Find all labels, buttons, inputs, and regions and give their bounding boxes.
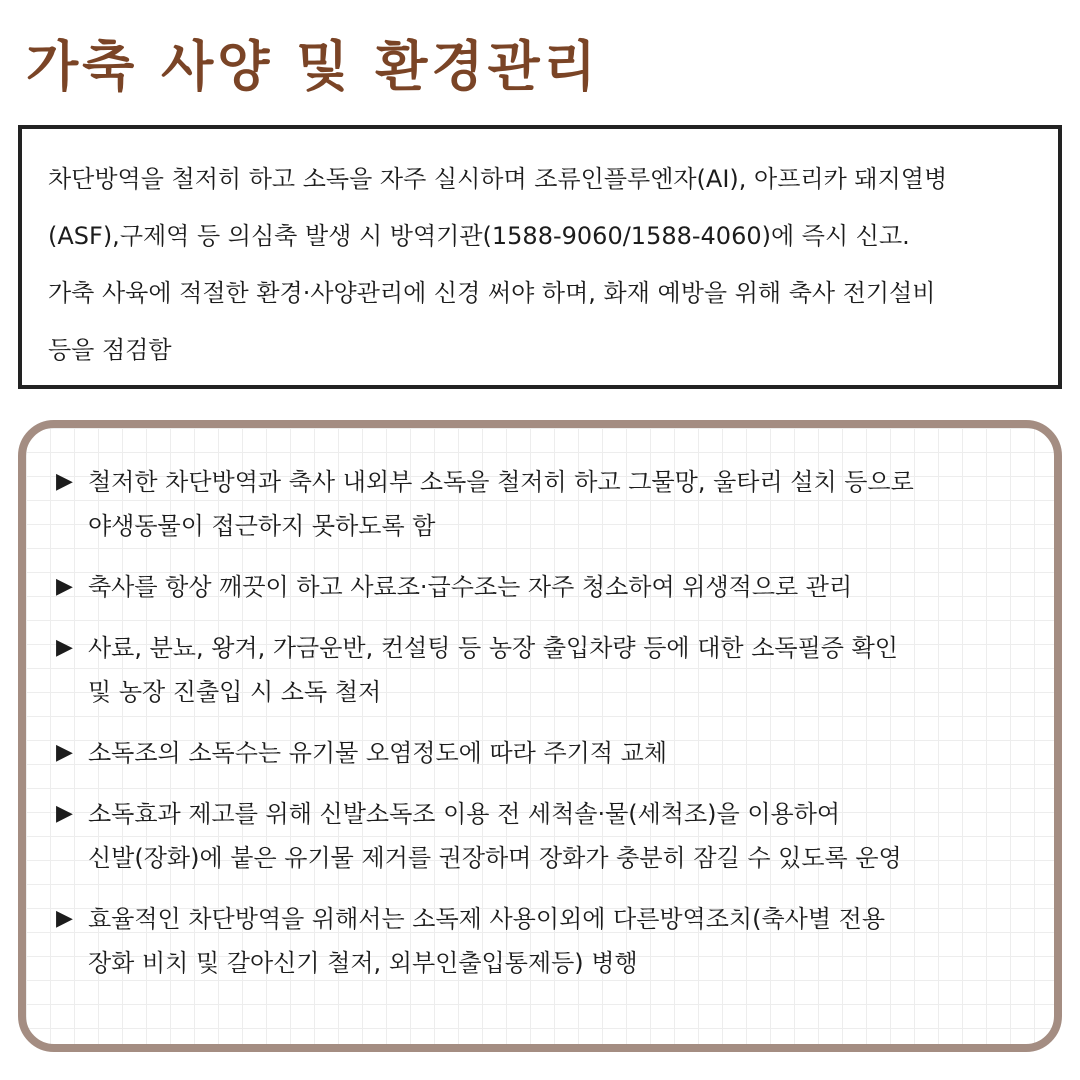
page-title: 가축 사양 및 환경관리 bbox=[26, 35, 600, 98]
guide-item-text bbox=[88, 792, 902, 880]
guide-box bbox=[18, 420, 1062, 1052]
guide-item-line: 축사를 항상 깨끗이 하고 사료조·급수조는 자주 청소하여 위생적으로 관리 bbox=[88, 573, 853, 601]
guide-item bbox=[56, 897, 1034, 985]
play-triangle-icon: ▶ bbox=[56, 469, 73, 494]
guide-item bbox=[56, 792, 1034, 880]
guide-item-line: 사료, 분뇨, 왕겨, 가금운반, 컨설팅 등 농장 출입차량 등에 대한 소독필증 확인 bbox=[88, 634, 898, 662]
guide-item-line: 신발(장화)에 붙은 유기물 제거를 권장하며 장화가 충분히 잠길 수 있도록 운영 bbox=[88, 844, 902, 872]
guide-item-line: 효율적인 차단방역을 위해서는 소독제 사용이외에 다른방역조치(축사별 전용 bbox=[88, 905, 886, 933]
guide-item-line: 장화 비치 및 갈아신기 철저, 외부인출입통제등) 병행 bbox=[88, 949, 638, 977]
notice-line: 가축 사육에 적절한 환경·사양관리에 신경 써야 하며, 화재 예방을 위해 축사 전기설비 bbox=[48, 279, 936, 307]
guide-item bbox=[56, 731, 1034, 775]
play-triangle-icon: ▶ bbox=[56, 740, 73, 765]
guide-item-line: 소독효과 제고를 위해 신발소독조 이용 전 세척솔·물(세척조)을 이용하여 bbox=[88, 800, 841, 828]
guide-item bbox=[56, 460, 1034, 548]
guide-item-text bbox=[88, 626, 898, 714]
play-triangle-icon: ▶ bbox=[56, 635, 73, 660]
guide-item-text bbox=[88, 460, 914, 548]
notice-line: 등을 점검함 bbox=[48, 336, 172, 364]
guide-item-text bbox=[88, 565, 852, 609]
notice-line: (ASF),구제역 등 의심축 발생 시 방역기관(1588-9060/1588-4060)에 즉시 신고. bbox=[48, 222, 910, 250]
play-triangle-icon: ▶ bbox=[56, 574, 73, 599]
guide-item-text bbox=[88, 897, 885, 985]
play-triangle-icon: ▶ bbox=[56, 906, 73, 931]
play-triangle-icon: ▶ bbox=[56, 801, 73, 826]
guide-item-line: 및 농장 진출입 시 소독 철저 bbox=[88, 678, 382, 706]
guide-item-line: 소독조의 소독수는 유기물 오염정도에 따라 주기적 교체 bbox=[88, 739, 668, 767]
guide-item-line: 야생동물이 접근하지 못하도록 함 bbox=[88, 512, 436, 540]
notice-line: 차단방역을 철저히 하고 소독을 자주 실시하며 조류인플루엔자(AI), 아프리카 돼지열병 bbox=[48, 165, 948, 193]
guide-item-text bbox=[88, 731, 667, 775]
notice-box bbox=[18, 125, 1062, 389]
guide-item bbox=[56, 565, 1034, 609]
guide-item-line: 철저한 차단방역과 축사 내외부 소독을 철저히 하고 그물망, 울타리 설치 등으로 bbox=[88, 468, 914, 496]
guide-item bbox=[56, 626, 1034, 714]
